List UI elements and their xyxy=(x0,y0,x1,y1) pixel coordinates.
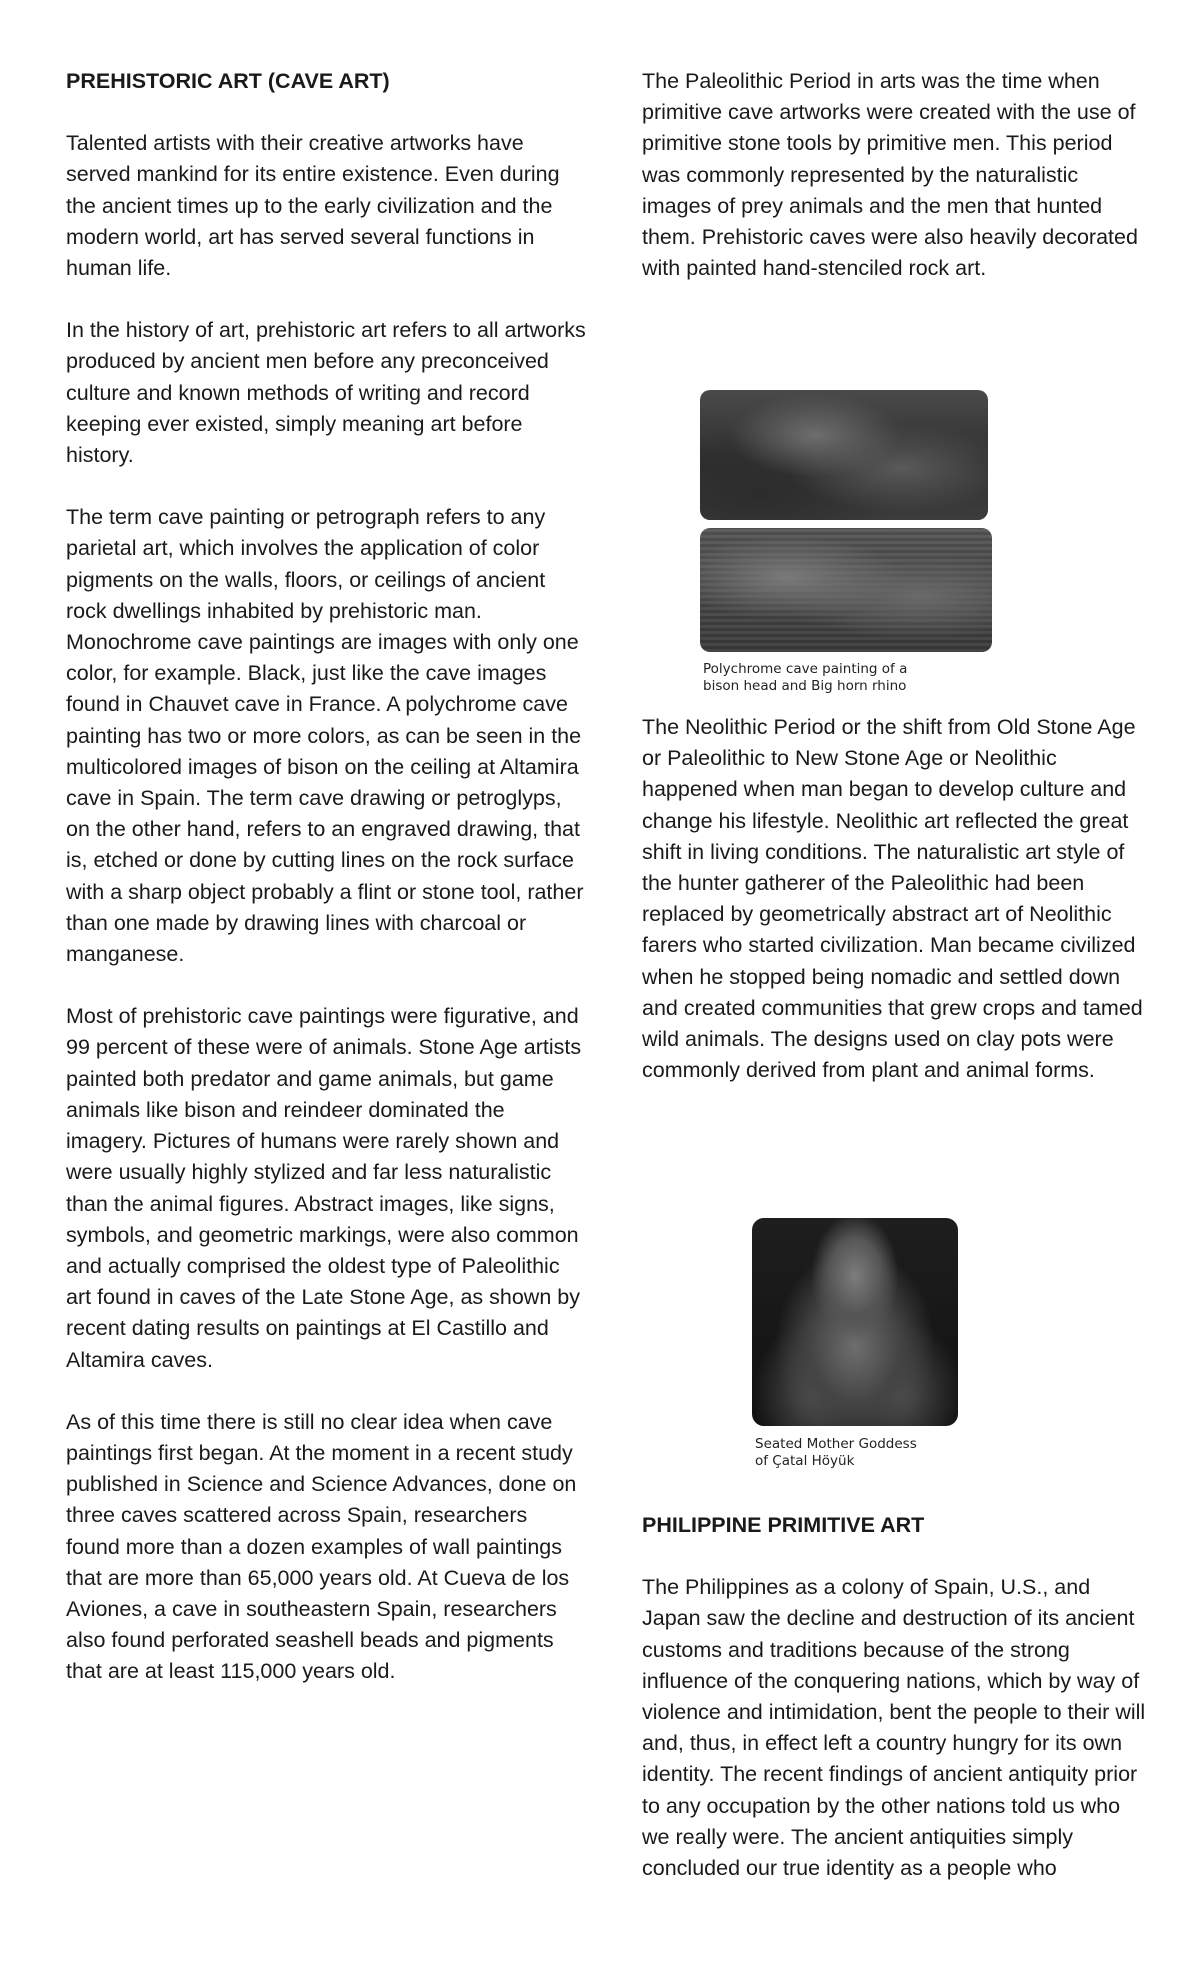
paragraph-prehistoric-definition: In the history of art, prehistoric art refers to all artworks produced by ancient men before any preconceived culture and known methods of writing and record keeping ever existed, simply meaning art before history. xyxy=(66,318,586,468)
right-column-bottom xyxy=(642,1510,1152,1915)
caption-line: of Çatal Höyük xyxy=(755,1453,855,1469)
paragraph-figurative: Most of prehistoric cave paintings were figurative, and 99 percent of these were of animals. Stone Age artists painted both predator and game animals, but game animals like bison and reindeer dominated the imagery. Pictures of humans were rarely shown and were usually highly stylized and far less naturalistic than the animal figures. Abstract images, like signs, symbols, and geometric markings, were also common and actually comprised the oldest type of Paleolithic art found in caves of the Late Stone Age, as shown by recent dating results on paintings at El Castillo and Altamira caves. xyxy=(66,1004,582,1372)
mother-goddess-image xyxy=(752,1218,958,1426)
right-column-top xyxy=(642,66,1152,284)
figure-cave-painting xyxy=(700,390,992,695)
section-heading-prehistoric-art: PREHISTORIC ART (CAVE ART) xyxy=(66,69,390,93)
section-heading-philippine-art: PHILIPPINE PRIMITIVE ART xyxy=(642,1513,925,1537)
figure-caption-cave-painting xyxy=(700,661,992,695)
paragraph-neolithic: The Neolithic Period or the shift from Old Stone Age or Paleolithic to New Stone Age or Neolithic happened when man began to develop culture and change his lifestyle. Neolithic art reflected the great shift in living conditions. The naturalistic art style of the hunter gatherer of the Paleolithic had been replaced by geometrically abstract art of Neolithic farers who started civilization. Man became civilized when he stopped being nomadic and settled down and created communities that grew crops and tamed wild animals. The designs used on clay pots were commonly derived from plant and animal forms. xyxy=(642,715,1143,1083)
paragraph-origin: As of this time there is still no clear idea when cave paintings first began. At the moment in a recent study published in Science and Science Advances, done on three caves scattered across Spain, researchers found more than a dozen examples of wall paintings that are more than 65,000 years old. At Cueva de los Aviones, a cave in southeastern Spain, researchers also found perforated seashell beads and pigments that are at least 115,000 years old. xyxy=(66,1409,577,1684)
cave-painting-image-top xyxy=(700,390,988,520)
paragraph-paleolithic: The Paleolithic Period in arts was the time when primitive cave artworks were created with the use of primitive stone tools by primitive men. This period was commonly represented by the naturalistic images of prey animals and the men that hunted them. Prehistoric caves were also heavily decorated with painted hand-stenciled rock art. xyxy=(642,69,1138,281)
cave-painting-image-bottom xyxy=(700,528,992,652)
left-column xyxy=(66,66,586,1719)
paragraph-philippine: The Philippines as a colony of Spain, U.S., and Japan saw the decline and destruction of its ancient customs and traditions because of the strong influence of the conquering nations, which by way of violence and intimidation, bent the people to their will and, thus, in effect left a country hungry for its own identity. The recent findings of ancient antiquity prior to any occupation by the other nations told us who we really were. The ancient antiquities simply concluded our true identity as a people who xyxy=(642,1575,1146,1881)
paragraph-intro: Talented artists with their creative artworks have served mankind for its entire existence. Even during the ancient times up to the early civilization and the modern world, art has served several functions in human life. xyxy=(66,131,560,281)
caption-line: Seated Mother Goddess xyxy=(755,1436,917,1452)
paragraph-cave-painting: The term cave painting or petrograph refers to any parietal art, which involves the application of color pigments on the walls, floors, or ceilings of ancient rock dwellings inhabited by prehistoric man. Monochrome cave paintings are images with only one color, for example. Black, just like the cave images found in Chauvet cave in France. A polychrome cave painting has two or more colors, as can be seen in the multicolored images of bison on the ceiling at Altamira cave in Spain. The term cave drawing or petroglyps, on the other hand, refers to an engraved drawing, that is, etched or done by cutting lines on the rock surface with a sharp object probably a flint or stone tool, rather than one made by drawing lines with charcoal or manganese. xyxy=(66,505,584,967)
caption-line: Polychrome cave painting of a xyxy=(703,661,908,677)
figure-caption-mother-goddess xyxy=(752,1436,962,1470)
caption-line: bison head and Big horn rhino xyxy=(703,678,907,694)
right-column-middle xyxy=(642,712,1152,1117)
figure-mother-goddess xyxy=(752,1218,962,1470)
